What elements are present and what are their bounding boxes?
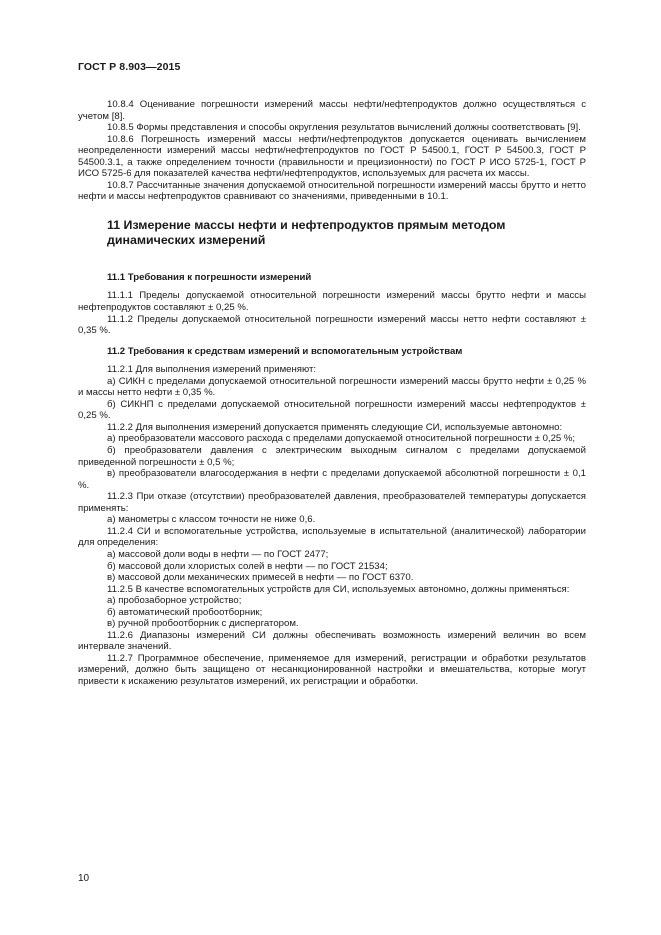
paragraph-11-2-4: 11.2.4 СИ и вспомогательные устройства, используемые в испытательной (аналитической) лаборатории для определения: [78, 525, 586, 549]
paragraph-11-2-1: 11.2.1 Для выполнения измерений применяют: [107, 364, 317, 376]
paragraph-10-8-5: 10.8.5 Формы представления и способы округления результатов вычислений должны соответствовать [9]. [107, 122, 581, 134]
list-item: б) преобразователи давления с электрическим выходным сигналом с пределами допускаемой приведенной погрешности ± 0,5 %; [78, 445, 586, 468]
paragraph-11-2-7: 11.2.7 Программное обеспечение, применяемое для измерений, регистрации и обработки результатов измерений, должно быть защищено от несанкционированной настройки и вмешательства, которые могут привести к искажению результатов измерений, их регистрации и обработки. [78, 652, 586, 687]
paragraph-11-2-2: 11.2.2 Для выполнения измерений допускается применять следующие СИ, используемые автономно: [107, 421, 563, 433]
paragraph-10-8-6: 10.8.6 Погрешность измерений массы нефти/нефтепродуктов допускается оценивать вычислением неопределенности измерений массы нефти/нефтепродуктов по ГОСТ Р 54500.1, ГОСТ Р 54500.3, ГОСТ Р 54500.3.1, а также определением точности (правильности и прецизионности) по ГОСТ Р ИСО 5725-1, ГОСТ Р ИСО 5725-6 для показателей качества нефти/нефтепродуктов, используемых для расчета их массы. [78, 133, 586, 180]
list-item: в) преобразователи влагосодержания в нефти с пределами допускаемой абсолютной погрешности ± 0,1 %. [78, 468, 586, 491]
list-item: б) СИКНП с пределами допускаемой относительной погрешности измерений массы нефтепродуктов ± 0,25 %. [78, 398, 586, 422]
paragraph-11-1-2: 11.1.2 Пределы допускаемой относительной погрешности измерений массы нетто нефти составляют ± 0,35 %. [78, 313, 586, 337]
list-item: а) манометры с классом точности не ниже 0,6. [107, 514, 316, 526]
subsection-title-11-1: 11.1 Требования к погрешности измерений [107, 271, 312, 283]
paragraph-11-2-3: 11.2.3 При отказе (отсутствии) преобразователей давления, преобразователей температуры допускается применять: [78, 491, 586, 514]
paragraph-10-8-7: 10.8.7 Рассчитанные значения допускаемой относительной погрешности измерений массы брутто и нетто нефти и массы нефтепродуктов сравнивают со значениями, приведенными в 10.1. [78, 179, 586, 203]
paragraph-11-2-5: 11.2.5 В качестве вспомогательных устройств для СИ, используемых автономно, должны применяться: [107, 583, 570, 595]
list-item: а) пробозаборное устройство; [107, 595, 242, 607]
list-item: а) преобразователи массового расхода с пределами допускаемой относительной погрешности ± 0,25 %; [107, 433, 576, 445]
page-number: 10 [78, 873, 90, 884]
subsection-title-11-2: 11.2 Требования к средствам измерений и вспомогательным устройствам [107, 345, 463, 357]
list-item: в) ручной пробоотборник с диспергатором. [107, 618, 299, 630]
list-item: б) массовой доли хлористых солей в нефти — по ГОСТ 21534; [107, 560, 388, 572]
paragraph-11-2-6: 11.2.6 Диапазоны измерений СИ должны обеспечивать возможность измерений величин во всем интервале значений. [78, 629, 586, 653]
paragraph-11-1-1: 11.1.1 Пределы допускаемой относительной погрешности измерений массы брутто нефти и массы нефтепродуктов составляют ± 0,25 %. [78, 290, 586, 314]
list-item: а) СИКН с пределами допускаемой относительной погрешности измерений массы брутто нефти ± 0,25 % и массы нетто нефти ± 0,35 %. [78, 375, 586, 399]
document-body [78, 99, 586, 688]
document-header-code: ГОСТ Р 8.903—2015 [78, 61, 181, 73]
list-item: а) массовой доли воды в нефти — по ГОСТ 2477; [107, 548, 329, 560]
list-item: б) автоматический пробоотборник; [107, 606, 263, 618]
paragraph-10-8-4: 10.8.4 Оценивание погрешности измерений массы нефти/нефтепродуктов должно осуществляться с учетом [8]. [78, 99, 586, 122]
list-item: в) массовой доли механических примесей в нефти — по ГОСТ 6370. [107, 572, 414, 584]
section-title-11: 11 Измерение массы нефти и нефтепродуктов прямым методом динамических измерений [107, 217, 506, 247]
